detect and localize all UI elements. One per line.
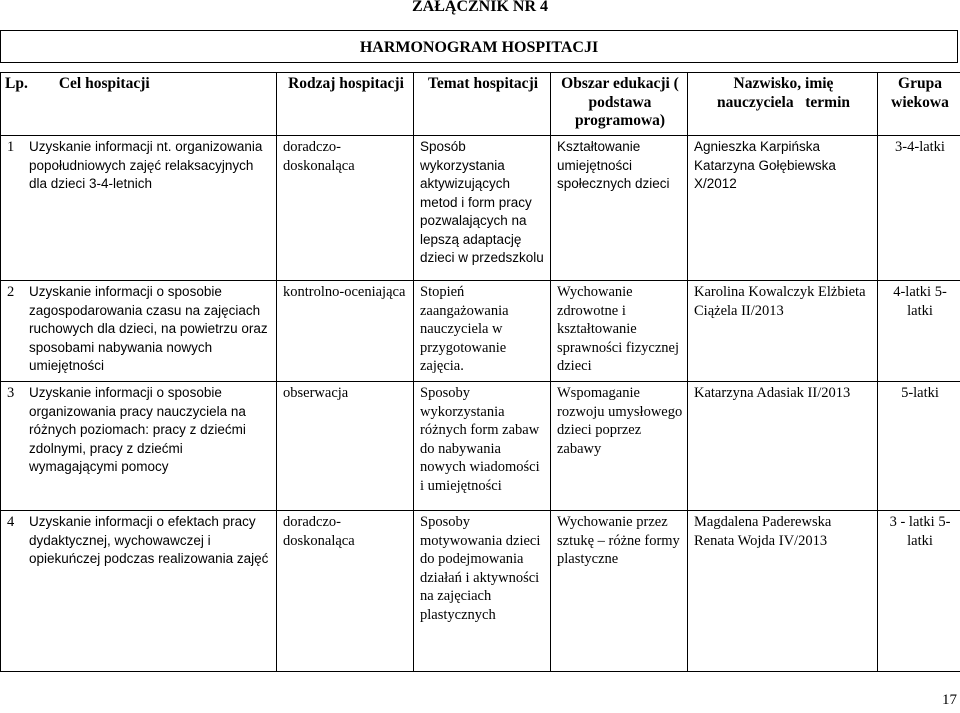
cel-text: Uzyskanie informacji nt. organizowania popołudniowych zajęć relaksacyjnych dla dzieci 3-4-letnich (29, 139, 263, 191)
nazwisko-cell: Karolina Kowalczyk Elżbieta Ciążela II/2013 (688, 281, 878, 382)
temat-cell: Sposoby wykorzystania różnych form zabaw do nabywania nowych wiadomości i umiejętności (414, 382, 551, 511)
cel-cell (1, 511, 277, 672)
nazwisko-cell: Agnieszka Karpińska Katarzyna Gołębiewska X/2012 (688, 136, 878, 281)
page-title: ZAŁĄCZNIK NR 4 (411, 0, 548, 15)
rodzaj-cell: doradczo-doskonaląca (277, 511, 414, 672)
header-rodzaj: Rodzaj hospitacji (277, 73, 414, 136)
table-header-row (1, 73, 960, 136)
obszar-cell: Wychowanie przez sztukę – różne formy plastyczne (551, 511, 688, 672)
grupa-cell: 4-latki 5-latki (878, 281, 960, 382)
nazwisko-cell: Katarzyna Adasiak II/2013 (688, 382, 878, 511)
row-number: 4 (7, 514, 15, 530)
schedule-heading: HARMONOGRAM HOSPITACJI (0, 30, 958, 63)
cel-cell (1, 382, 277, 511)
grupa-cell: 3 - latki 5-latki (878, 511, 960, 672)
row-number: 1 (7, 139, 15, 155)
table-row (1, 382, 960, 511)
header-nazwisko: Nazwisko, imię nauczyciela termin (688, 73, 878, 136)
page-number: 17 (942, 692, 957, 708)
header-temat: Temat hospitacji (414, 73, 551, 136)
obszar-cell: Wspomaganie rozwoju umysłowego dzieci poprzez zabawy (551, 382, 688, 511)
table-row (1, 281, 960, 382)
obszar-cell: Wychowanie zdrowotne i kształtowanie sprawności fizycznej dzieci (551, 281, 688, 382)
grupa-cell: 3-4-latki (878, 136, 960, 281)
rodzaj-cell: obserwacja (277, 382, 414, 511)
rodzaj-cell: kontrolno-oceniająca (277, 281, 414, 382)
cel-cell (1, 281, 277, 382)
table-row (1, 511, 960, 672)
temat-cell: Sposoby motywowania dzieci do podejmowania działań i aktywności na zajęciach plastycznych (414, 511, 551, 672)
temat-cell: Sposób wykorzystania aktywizujących metod i form pracy pozwalających na lepszą adaptację dzieci w przedszkolu (414, 136, 551, 281)
temat-cell: Stopień zaangażowania nauczyciela w przygotowanie zajęcia. (414, 281, 551, 382)
header-lp-cel: Lp. Cel hospitacji (1, 73, 277, 136)
cel-text: Uzyskanie informacji o sposobie organizowania pracy nauczyciela na różnych poziomach: pracy z dziećmi zdolnymi, pracy z dziećmi wymagającymi pomocy (29, 385, 246, 474)
row-number: 2 (7, 284, 15, 300)
rodzaj-cell: doradczo-doskonaląca (277, 136, 414, 281)
cel-text: Uzyskanie informacji o sposobie zagospodarowania czasu na zajęciach ruchowych dla dzieci, na powietrzu oraz sposobami nabywania nowych umiejętności (29, 284, 268, 373)
cel-text: Uzyskanie informacji o efektach pracy dydaktycznej, wychowawczej i opiekuńczej podczas realizowania zajęć (29, 514, 269, 566)
schedule-table (0, 72, 960, 672)
obszar-cell: Kształtowanie umiejętności społecznych dzieci (551, 136, 688, 281)
row-number: 3 (7, 385, 15, 401)
cel-cell (1, 136, 277, 281)
header-grupa: Grupa wiekowa (878, 73, 960, 136)
header-obszar: Obszar edukacji ( podstawa programowa) (551, 73, 688, 136)
grupa-cell: 5-latki (878, 382, 960, 511)
nazwisko-cell: Magdalena Paderewska Renata Wojda IV/2013 (688, 511, 878, 672)
table-row (1, 136, 960, 281)
